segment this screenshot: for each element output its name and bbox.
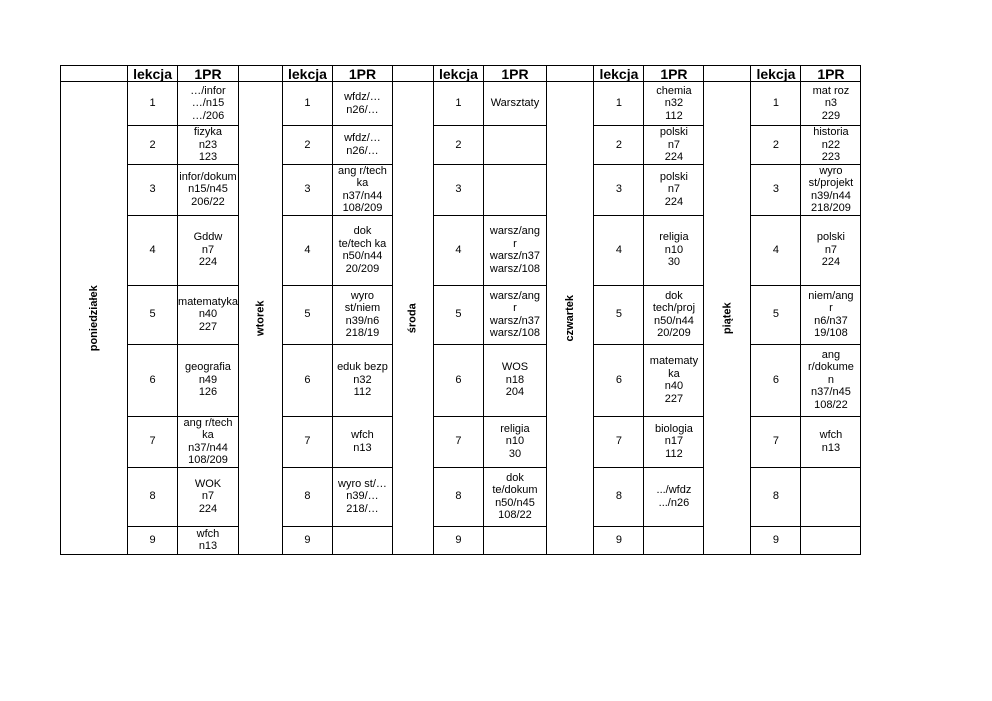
lesson-number: 8 [282, 467, 332, 526]
day-name: wtorek [254, 300, 267, 336]
lesson-number: 7 [282, 416, 332, 467]
lesson-entry [801, 467, 861, 526]
day-name: poniedziałek [87, 284, 100, 351]
lesson-entry: Warsztaty [483, 82, 546, 126]
lesson-number: 1 [594, 82, 644, 126]
lesson-entry: ang r/tech ka n37/n44 108/209 [178, 416, 239, 467]
lesson-entry: matematyka n40 227 [178, 285, 239, 344]
lesson-number: 6 [751, 344, 801, 416]
lesson-number: 4 [751, 215, 801, 285]
lesson-entry: religia n10 30 [483, 416, 546, 467]
day-label-cell [704, 82, 751, 555]
lesson-number: 3 [594, 164, 644, 215]
lesson-entry: WOS n18 204 [483, 344, 546, 416]
header-row [61, 66, 861, 82]
day-label-cell [238, 82, 282, 555]
lesson-number: 3 [128, 164, 178, 215]
lesson-entry: wfdz/… n26/… [332, 82, 392, 126]
header-lesson: lekcja [751, 66, 801, 82]
lesson-entry: wfdz/… n26/… [332, 126, 392, 165]
header-class: 1PR [483, 66, 546, 82]
lesson-entry [483, 526, 546, 554]
lesson-number: 2 [594, 126, 644, 165]
lesson-number: 5 [433, 285, 483, 344]
lesson-entry [332, 526, 392, 554]
lesson-number: 6 [594, 344, 644, 416]
lesson-entry: wyro st/… n39/… 218/… [332, 467, 392, 526]
lesson-entry: infor/dokum n15/n45 206/22 [178, 164, 239, 215]
lesson-entry: historia n22 223 [801, 126, 861, 165]
lesson-entry [483, 126, 546, 165]
lesson-number: 3 [433, 164, 483, 215]
lesson-row [61, 82, 861, 126]
header-class: 1PR [644, 66, 704, 82]
lesson-number: 2 [433, 126, 483, 165]
header-day-blank [238, 66, 282, 82]
lesson-entry: religia n10 30 [644, 215, 704, 285]
day-label-cell [392, 82, 433, 555]
header-lesson: lekcja [282, 66, 332, 82]
header-lesson: lekcja [128, 66, 178, 82]
lesson-entry: biologia n17 112 [644, 416, 704, 467]
lesson-entry: dok te/dokum n50/n45 108/22 [483, 467, 546, 526]
lesson-entry: polski n7 224 [644, 126, 704, 165]
lesson-entry: fizyka n23 123 [178, 126, 239, 165]
header-day-blank [392, 66, 433, 82]
day-name: czwartek [563, 294, 576, 341]
lesson-entry: eduk bezp n32 112 [332, 344, 392, 416]
lesson-number: 8 [594, 467, 644, 526]
lesson-number: 9 [282, 526, 332, 554]
lesson-entry: matematy ka n40 227 [644, 344, 704, 416]
lesson-number: 7 [128, 416, 178, 467]
lesson-entry: wfch n13 [801, 416, 861, 467]
lesson-entry: wyro st/niem n39/n6 218/19 [332, 285, 392, 344]
lesson-number: 4 [433, 215, 483, 285]
day-label-cell [61, 82, 128, 555]
day-label-cell [546, 82, 593, 555]
day-name: środa [406, 302, 419, 333]
lesson-number: 7 [433, 416, 483, 467]
lesson-number: 4 [594, 215, 644, 285]
day-name: piątek [721, 301, 734, 334]
lesson-number: 1 [282, 82, 332, 126]
lesson-entry: dok tech/proj n50/n44 20/209 [644, 285, 704, 344]
lesson-entry: WOK n7 224 [178, 467, 239, 526]
lesson-number: 6 [433, 344, 483, 416]
lesson-entry: .../wfdz .../n26 [644, 467, 704, 526]
lesson-number: 7 [594, 416, 644, 467]
header-lesson: lekcja [433, 66, 483, 82]
lesson-number: 2 [282, 126, 332, 165]
header-class: 1PR [332, 66, 392, 82]
lesson-number: 7 [751, 416, 801, 467]
lesson-number: 9 [433, 526, 483, 554]
header-class: 1PR [178, 66, 239, 82]
lesson-entry: mat roz n3 229 [801, 82, 861, 126]
header-lesson: lekcja [594, 66, 644, 82]
lesson-entry: dok te/tech ka n50/n44 20/209 [332, 215, 392, 285]
lesson-entry: ang r/tech ka n37/n44 108/209 [332, 164, 392, 215]
lesson-number: 9 [128, 526, 178, 554]
header-day-blank [704, 66, 751, 82]
lesson-entry: polski n7 224 [644, 164, 704, 215]
lesson-number: 5 [128, 285, 178, 344]
header-class: 1PR [801, 66, 861, 82]
lesson-number: 8 [433, 467, 483, 526]
lesson-entry: wfch n13 [332, 416, 392, 467]
lesson-number: 6 [282, 344, 332, 416]
lesson-number: 1 [433, 82, 483, 126]
lesson-entry: ang r/dokume n n37/n45 108/22 [801, 344, 861, 416]
lesson-number: 5 [751, 285, 801, 344]
lesson-number: 2 [751, 126, 801, 165]
lesson-number: 3 [282, 164, 332, 215]
lesson-number: 4 [128, 215, 178, 285]
lesson-entry: warsz/ang r warsz/n37 warsz/108 [483, 215, 546, 285]
lesson-entry: polski n7 224 [801, 215, 861, 285]
lesson-number: 2 [128, 126, 178, 165]
lesson-number: 4 [282, 215, 332, 285]
lesson-entry [644, 526, 704, 554]
lesson-entry: niem/ang r n6/n37 19/108 [801, 285, 861, 344]
header-day-blank [546, 66, 593, 82]
lesson-number: 9 [594, 526, 644, 554]
lesson-entry [483, 164, 546, 215]
timetable [60, 65, 861, 555]
header-day-blank [61, 66, 128, 82]
lesson-entry: geografia n49 126 [178, 344, 239, 416]
lesson-number: 5 [282, 285, 332, 344]
lesson-entry: warsz/ang r warsz/n37 warsz/108 [483, 285, 546, 344]
lesson-number: 1 [751, 82, 801, 126]
lesson-number: 8 [128, 467, 178, 526]
lesson-entry: chemia n32 112 [644, 82, 704, 126]
lesson-number: 6 [128, 344, 178, 416]
lesson-entry [801, 526, 861, 554]
lesson-number: 5 [594, 285, 644, 344]
lesson-entry: wfch n13 [178, 526, 239, 554]
lesson-number: 3 [751, 164, 801, 215]
lesson-entry: Gddw n7 224 [178, 215, 239, 285]
lesson-entry: …/infor …/n15 …/206 [178, 82, 239, 126]
lesson-entry: wyro st/projekt n39/n44 218/209 [801, 164, 861, 215]
lesson-number: 9 [751, 526, 801, 554]
lesson-number: 1 [128, 82, 178, 126]
lesson-number: 8 [751, 467, 801, 526]
